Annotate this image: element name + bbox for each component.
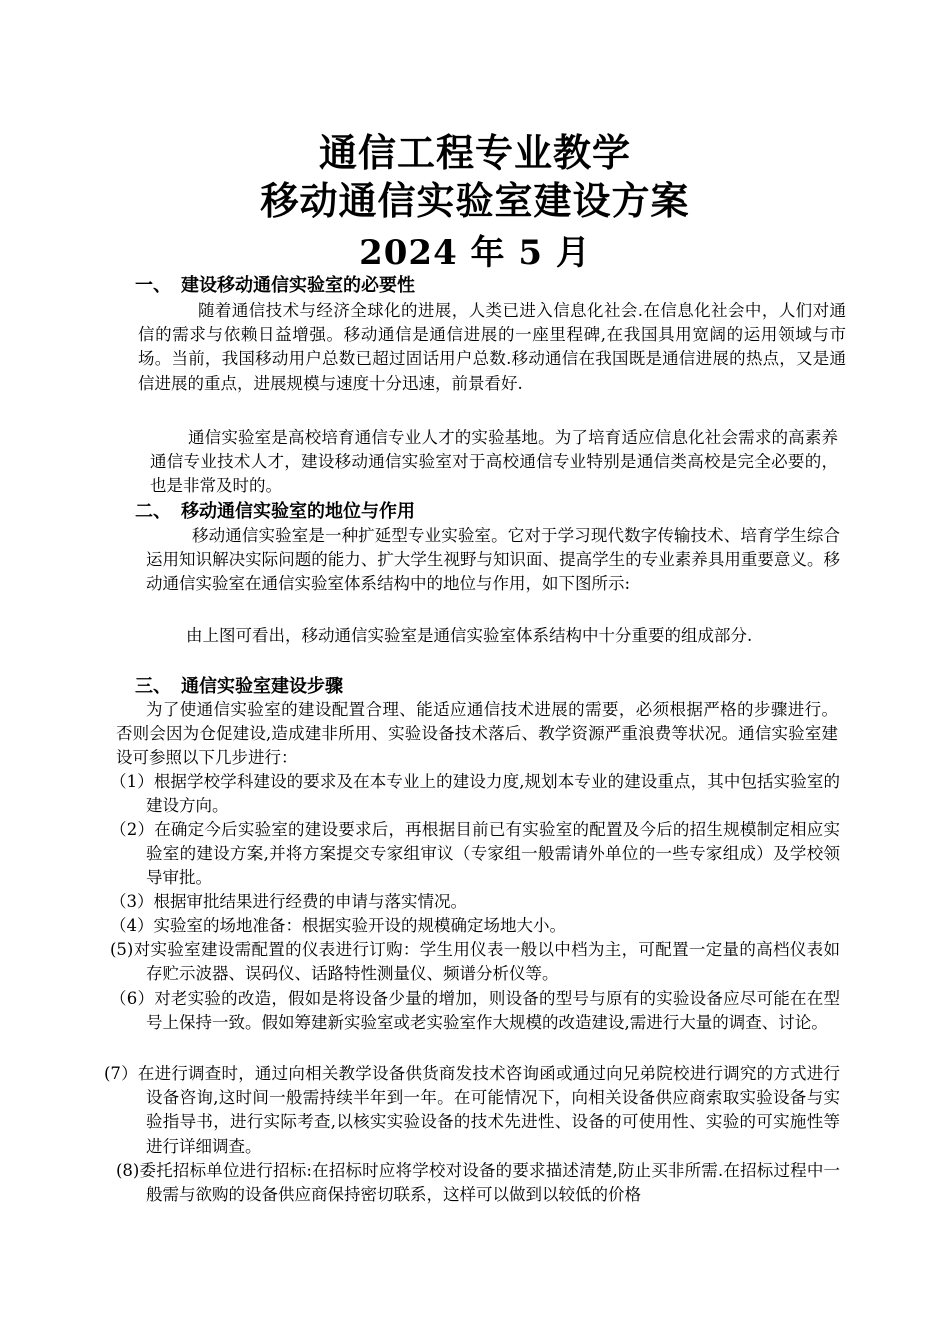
section-heading-1 bbox=[135, 274, 415, 298]
section-number: 一、 bbox=[135, 275, 171, 296]
list-item: （3）根据审批结果进行经费的申请与落实情况。 bbox=[110, 892, 467, 911]
list-item: （4）实验室的场地准备：根据实验开设的规模确定场地大小。 bbox=[110, 916, 566, 935]
section-title: 移动通信实验室的地位与作用 bbox=[181, 501, 415, 522]
section-title: 建设移动通信实验室的必要性 bbox=[181, 275, 415, 296]
list-item: (8)委托招标单位进行招标:在招标时应将学校对设备的要求描述清楚,防止买非所需.在招标过程中一般需与欲购的设备供应商保持密切联系，这样可以做到以较低的价格 bbox=[116, 1161, 840, 1205]
paragraph: 由上图可看出，移动通信实验室是通信实验室体系结构中十分重要的组成部分. bbox=[186, 626, 753, 645]
document-date: 2024 年 5 月 bbox=[359, 233, 591, 273]
list-item: (5)对实验室建设需配置的仪表进行订购：学生用仪表一般以中档为主，可配置一定量的高档仪表如存贮示波器、误码仪、话路特性测量仪、频谱分析仪等。 bbox=[110, 940, 840, 984]
paragraph: 为了使通信实验室的建设配置合理、能适应通信技术进展的需要，必须根据严格的步骤进行。否则会因为仓促建设,造成建非所用、实验设备技术落后、教学资源严重浪费等状况。通信实验室建设可参照以下几步进行： bbox=[116, 700, 838, 768]
section-title: 通信实验室建设步骤 bbox=[181, 676, 343, 697]
section-number: 三、 bbox=[135, 676, 171, 697]
paragraph: 通信实验室是高校培育通信专业人才的实验基地。为了培育适应信息化社会需求的高素养通信专业技术人才，建设移动通信实验室对于高校通信专业特别是通信类高校是完全必要的，也是非常及时的。 bbox=[150, 428, 838, 496]
paragraph: 随着通信技术与经济全球化的进展，人类已进入信息化社会.在信息化社会中，人们对通信的需求与依赖日益增强。移动通信是通信进展的一座里程碑,在我国具用宽阔的运用领域与市场。当前，我国移动用户总数已超过固话用户总数.移动通信在我国既是通信进展的热点，又是通信进展的重点，进展规模与速度十分迅速，前景看好. bbox=[138, 301, 846, 393]
list-item: (7）在进行调查时，通过向相关教学设备供货商发技术咨询函或通过向兄弟院校进行调究的方式进行设备咨询,这时间一般需持续半年到一年。在可能情况下，向相关设备供应商索取实验设备与实验指导书，进行实际考查,以核实实验设备的技术先进性、设备的可使用性、实验的可实施性等进行详细调查。 bbox=[104, 1064, 840, 1156]
list-item: （2）在确定今后实验室的建设要求后，再根据目前已有实验室的配置及今后的招生规模制定相应实验室的建设方案,并将方案提交专家组审议（专家组一般需请外单位的一些专家组成）及学校领导审批。 bbox=[110, 820, 840, 888]
paragraph: 移动通信实验室是一种扩延型专业实验室。它对于学习现代数字传输技术、培育学生综合运用知识解决实际问题的能力、扩大学生视野与知识面、提高学生的专业素养具用重要意义。移动通信实验室在通信实验室体系结构中的地位与作用，如下图所示: bbox=[146, 526, 840, 594]
document-title-line2: 移动通信实验室建设方案 bbox=[260, 179, 690, 223]
document-title-line1: 通信工程专业教学 bbox=[318, 131, 631, 175]
section-number: 二、 bbox=[135, 501, 171, 522]
list-item: （6）对老实验的改造，假如是将设备少量的增加，则设备的型号与原有的实验设备应尽可能在在型号上保持一致。假如筹建新实验室或老实验室作大规模的改造建设,需进行大量的调查、讨论。 bbox=[110, 989, 840, 1033]
list-item: （1）根据学校学科建设的要求及在本专业上的建设力度,规划本专业的建设重点，其中包括实验室的建设方向。 bbox=[110, 772, 840, 816]
section-heading-3 bbox=[135, 675, 343, 699]
section-heading-2 bbox=[135, 500, 415, 524]
